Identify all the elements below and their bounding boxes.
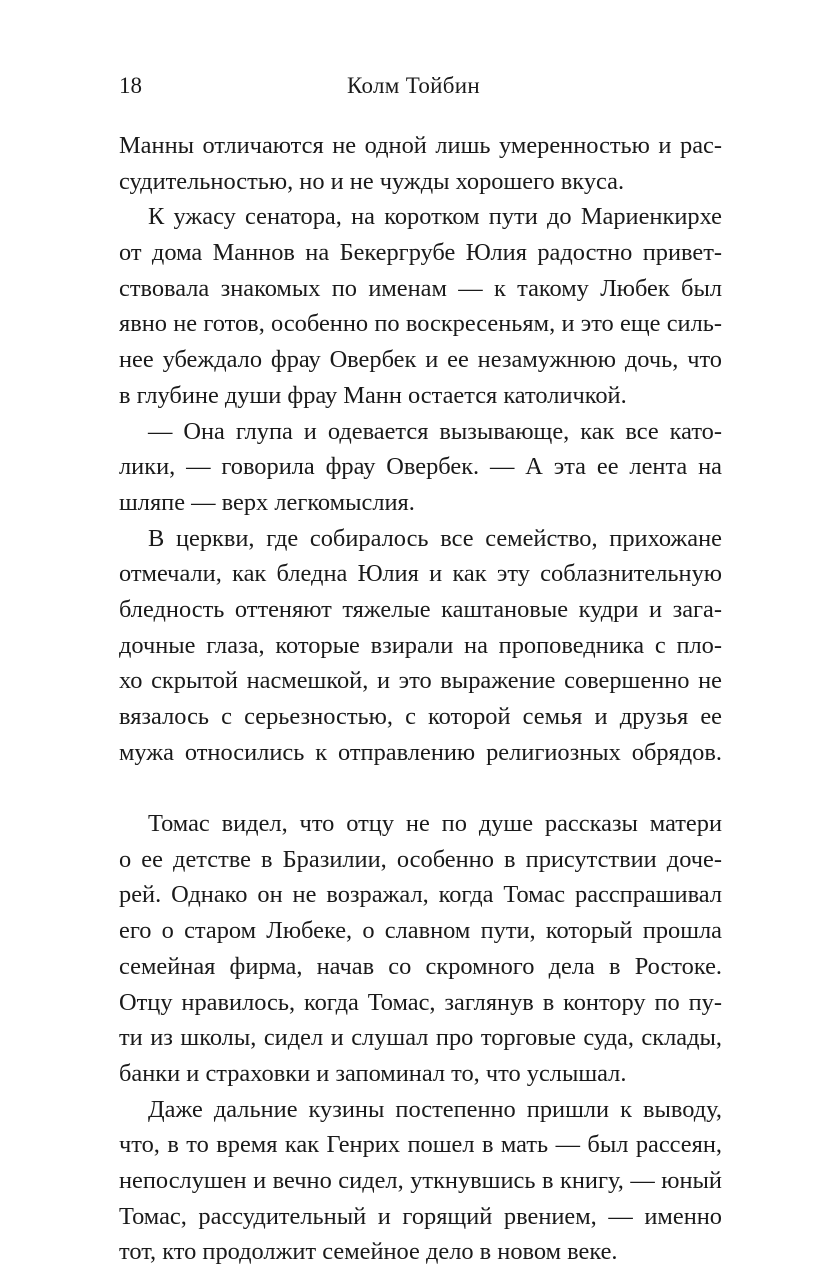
text-line: рей. Однако он не возражал, когда Томас расспрашивал	[119, 881, 722, 909]
text-line: вязалось с серьезностью, с которой семья и друзья ее	[119, 703, 722, 730]
text-line: тот, кто продолжит семейное дело в новом веке.	[119, 1238, 618, 1266]
text-line: нее убеждало фрау Овербек и ее незамужнюю дочь, что	[119, 346, 722, 374]
text-line: его о старом Любеке, о славном пути, который прошла	[119, 917, 722, 945]
text-line: мужа относились к отправлению религиозных обрядов.	[119, 738, 722, 766]
text-line: дочные глаза, которые взирали на проповедника с пло-	[119, 631, 722, 659]
section-break	[119, 770, 722, 806]
text-line: от дома Маннов на Бекергрубе Юлия радостно привет-	[119, 239, 722, 267]
text-line: Отцу нравилось, когда Томас, заглянув в контору по пу-	[119, 988, 722, 1016]
text-line: явно не готов, особенно по воскресеньям, и это еще силь-	[119, 310, 722, 338]
text-line: шляпе — верх легкомыслия.	[119, 488, 415, 516]
text-line: непослушен и вечно сидел, уткнувшись в книгу, — юный	[119, 1166, 722, 1194]
text-line: отмечали, как бледна Юлия и как эту соблазнительную	[119, 560, 722, 588]
text-line: о ее детстве в Бразилии, особенно в присутствии доче-	[119, 845, 722, 873]
body-text	[119, 128, 722, 1270]
text-line: лики, — говорила фрау Овербек. — А эта ее лента на	[119, 453, 722, 481]
text-line: ствовала знакомых по именам — к такому Любек был	[119, 274, 722, 302]
text-line: хо скрытой насмешкой, и это выражение совершенно не	[119, 667, 722, 695]
text-line: бледность оттеняют тяжелые каштановые кудри и зага-	[119, 595, 722, 623]
page-number: 18	[119, 73, 142, 98]
text-line: В церкви, где собиралось все семейство, прихожане	[148, 524, 722, 552]
text-line: что, в то время как Генрих пошел в мать — был рассеян,	[119, 1131, 722, 1159]
text-line: судительностью, но и не чужды хорошего вкуса.	[119, 167, 625, 195]
text-line: семейная фирма, начав со скромного дела в Ростоке.	[119, 952, 722, 980]
text-line: Томас, рассудительный и горящий рвением, — именно	[119, 1202, 722, 1230]
running-head-author: Колм Тойбин	[347, 73, 480, 98]
text-line: Даже дальние кузины постепенно пришли к выводу,	[148, 1095, 722, 1123]
text-line: — Она глупа и одевается вызывающе, как все като-	[148, 417, 722, 445]
text-line: К ужасу сенатора, на коротком пути до Мариенкирхе	[148, 203, 722, 231]
text-line: в глубине души фрау Манн остается католичкой.	[119, 381, 627, 409]
text-line: Манны отличаются не одной лишь умеренностью и рас-	[119, 132, 722, 159]
text-line: ти из школы, сидел и слушал про торговые суда, склады,	[119, 1024, 722, 1052]
text-line: Томас видел, что отцу не по душе рассказы матери	[148, 810, 722, 838]
text-line: банки и страховки и запоминал то, что услышал.	[119, 1059, 627, 1087]
